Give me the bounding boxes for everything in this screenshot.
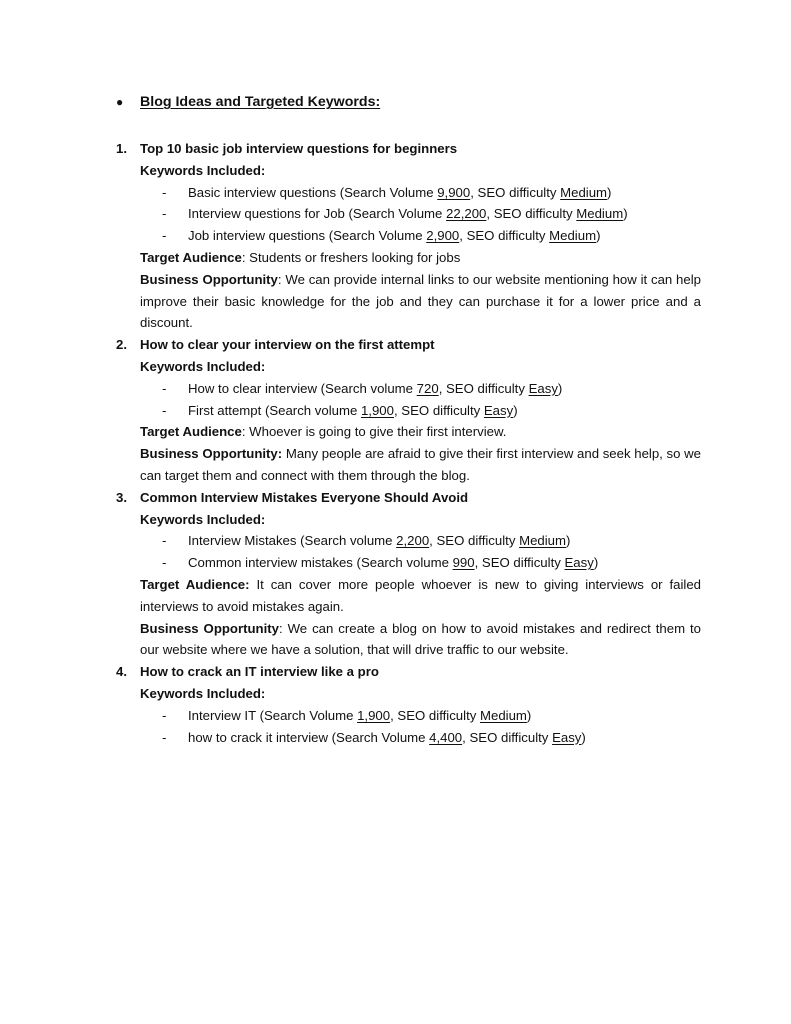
keyword-name: Interview IT (Search Volume — [188, 707, 358, 723]
keyword-item — [140, 182, 701, 204]
keyword-sep: , SEO difficulty — [474, 555, 565, 571]
keyword-item — [140, 400, 701, 422]
seo-difficulty: Medium — [549, 228, 597, 244]
keyword-list — [140, 378, 701, 422]
seo-difficulty: Easy — [552, 729, 582, 745]
keyword-close: ) — [596, 228, 601, 244]
target-audience-text: It can cover more people whoever is new to giving interviews or failed interviews to avoid mistakes again. — [140, 576, 701, 614]
keyword-close: ) — [513, 402, 518, 418]
keyword-close: ) — [593, 555, 599, 571]
keywords-label: Keywords Included: — [140, 511, 266, 527]
business-opportunity-label: Business Opportunity: — [140, 446, 283, 462]
keywords-label: Keywords Included: — [140, 358, 266, 374]
target-audience-label: Target Audience: — [140, 576, 250, 592]
keyword-text — [188, 400, 518, 422]
dash-marker: - — [162, 555, 167, 571]
heading-bullet: ● — [116, 95, 124, 109]
business-opportunity — [140, 618, 701, 662]
section-title: Common Interview Mistakes Everyone Should Avoid — [140, 489, 469, 505]
keyword-item — [140, 530, 701, 552]
search-volume: 22,200 — [446, 206, 487, 222]
blog-idea-section — [116, 487, 701, 661]
dash-marker: - — [162, 402, 167, 418]
keyword-list — [140, 530, 701, 574]
keyword-name: First attempt (Search volume — [188, 402, 361, 418]
keyword-text — [188, 378, 562, 400]
keyword-sep: , SEO difficulty — [459, 228, 550, 244]
search-volume: 2,900 — [426, 228, 460, 244]
business-opportunity-label: Business Opportunity — [140, 620, 280, 636]
keywords-label: Keywords Included: — [140, 162, 266, 178]
dash-marker: - — [162, 729, 167, 745]
keyword-list — [140, 705, 701, 749]
section-title: How to clear your interview on the first attempt — [140, 337, 435, 353]
target-audience-text: : Students or freshers looking for jobs — [241, 249, 461, 265]
keyword-list — [140, 182, 701, 247]
section-title: Top 10 basic job interview questions for beginners — [140, 141, 458, 156]
keyword-sep: , SEO difficulty — [390, 707, 480, 723]
section-number: 1. — [116, 141, 127, 156]
target-audience-label: Target Audience — [140, 249, 242, 265]
seo-difficulty: Medium — [576, 206, 624, 222]
keyword-text — [188, 530, 570, 552]
section-body — [140, 509, 701, 662]
keyword-name: Common interview mistakes (Search volume — [188, 555, 453, 571]
keyword-text — [188, 203, 628, 225]
keyword-close: ) — [581, 729, 586, 745]
search-volume: 990 — [452, 555, 475, 571]
keyword-close: ) — [565, 533, 571, 549]
keyword-text — [188, 552, 598, 574]
keyword-item — [140, 225, 701, 247]
keyword-sep: , SEO difficulty — [429, 533, 520, 549]
seo-difficulty: Medium — [560, 184, 608, 200]
seo-difficulty: Medium — [480, 707, 527, 723]
seo-difficulty: Medium — [519, 533, 566, 549]
keyword-close: ) — [526, 707, 532, 723]
keyword-name: Interview questions for Job (Search Volume — [188, 206, 447, 222]
keyword-sep: , SEO difficulty — [486, 206, 577, 222]
search-volume: 1,900 — [360, 402, 394, 418]
seo-difficulty: Easy — [528, 380, 558, 396]
keyword-close: ) — [557, 380, 563, 396]
section-number: 2. — [116, 337, 127, 353]
target-audience — [140, 247, 701, 269]
blog-ideas-list — [116, 138, 701, 748]
dash-marker: - — [162, 228, 167, 244]
section-number: 3. — [116, 489, 127, 505]
section-title: How to crack an IT interview like a pro — [140, 664, 379, 680]
section-title-row — [116, 334, 701, 356]
section-title-row — [116, 487, 701, 509]
search-volume: 2,200 — [396, 533, 430, 549]
dash-marker: - — [162, 206, 167, 222]
keyword-sep: , SEO difficulty — [393, 402, 484, 418]
search-volume: 1,900 — [357, 707, 391, 723]
keyword-item — [140, 705, 701, 727]
target-audience-text: : Whoever is going to give their first interview. — [241, 424, 507, 440]
section-number: 4. — [116, 664, 127, 680]
keyword-close: ) — [607, 184, 612, 200]
keyword-item — [140, 378, 701, 400]
dash-marker: - — [162, 184, 167, 200]
dash-marker: - — [162, 380, 167, 396]
keyword-sep: , SEO difficulty — [470, 184, 561, 200]
blog-idea-section — [116, 334, 701, 487]
keyword-sep: , SEO difficulty — [438, 380, 529, 396]
keyword-item — [140, 552, 701, 574]
keyword-text — [188, 225, 600, 247]
keyword-name: Job interview questions (Search Volume — [188, 228, 427, 244]
keyword-item — [140, 727, 701, 749]
dash-marker: - — [162, 533, 167, 549]
blog-idea-section — [116, 661, 701, 748]
business-opportunity — [140, 443, 701, 487]
keyword-text — [188, 182, 611, 204]
section-body — [140, 683, 701, 748]
section-body — [140, 160, 701, 334]
business-opportunity — [140, 269, 701, 334]
section-title-row — [116, 138, 701, 160]
seo-difficulty: Easy — [564, 555, 594, 571]
keyword-name: Basic interview questions (Search Volume — [188, 184, 438, 200]
keyword-name: How to clear interview (Search volume — [188, 380, 417, 396]
keyword-text — [188, 705, 531, 727]
keyword-name: how to crack it interview (Search Volume — [188, 729, 430, 745]
keywords-label: Keywords Included: — [140, 685, 266, 701]
section-body — [140, 356, 701, 487]
target-audience-label: Target Audience — [140, 424, 242, 440]
doc-heading — [116, 94, 380, 110]
keyword-text — [188, 727, 586, 749]
section-title-row — [116, 661, 701, 683]
business-opportunity-text: : We can create a blog on how to avoid mistakes and redirect them to our website where we have a solution, that will drive traffic to our website. — [140, 620, 702, 658]
keyword-close: ) — [623, 206, 628, 222]
business-opportunity-label: Business Opportunity — [140, 271, 278, 287]
dash-marker: - — [162, 707, 167, 723]
keyword-sep: , SEO difficulty — [462, 729, 553, 745]
search-volume: 4,400 — [429, 729, 463, 745]
keyword-name: Interview Mistakes (Search volume — [188, 533, 397, 549]
heading-text: Blog Ideas and Targeted Keywords: — [140, 94, 381, 110]
business-opportunity-text: : We can provide internal links to our website mentioning how it can help improve their basic knowledge for the job and they can purchase it for a lower price and a discount. — [140, 271, 701, 331]
target-audience — [140, 574, 701, 618]
business-opportunity-text: Many people are afraid to give their first interview and seek help, so we can target them and connect with them through the blog. — [140, 446, 702, 483]
search-volume: 720 — [416, 380, 439, 396]
search-volume: 9,900 — [437, 184, 471, 200]
blog-idea-section — [116, 138, 701, 334]
target-audience — [140, 421, 701, 443]
seo-difficulty: Easy — [483, 402, 514, 418]
keyword-item — [140, 203, 701, 225]
